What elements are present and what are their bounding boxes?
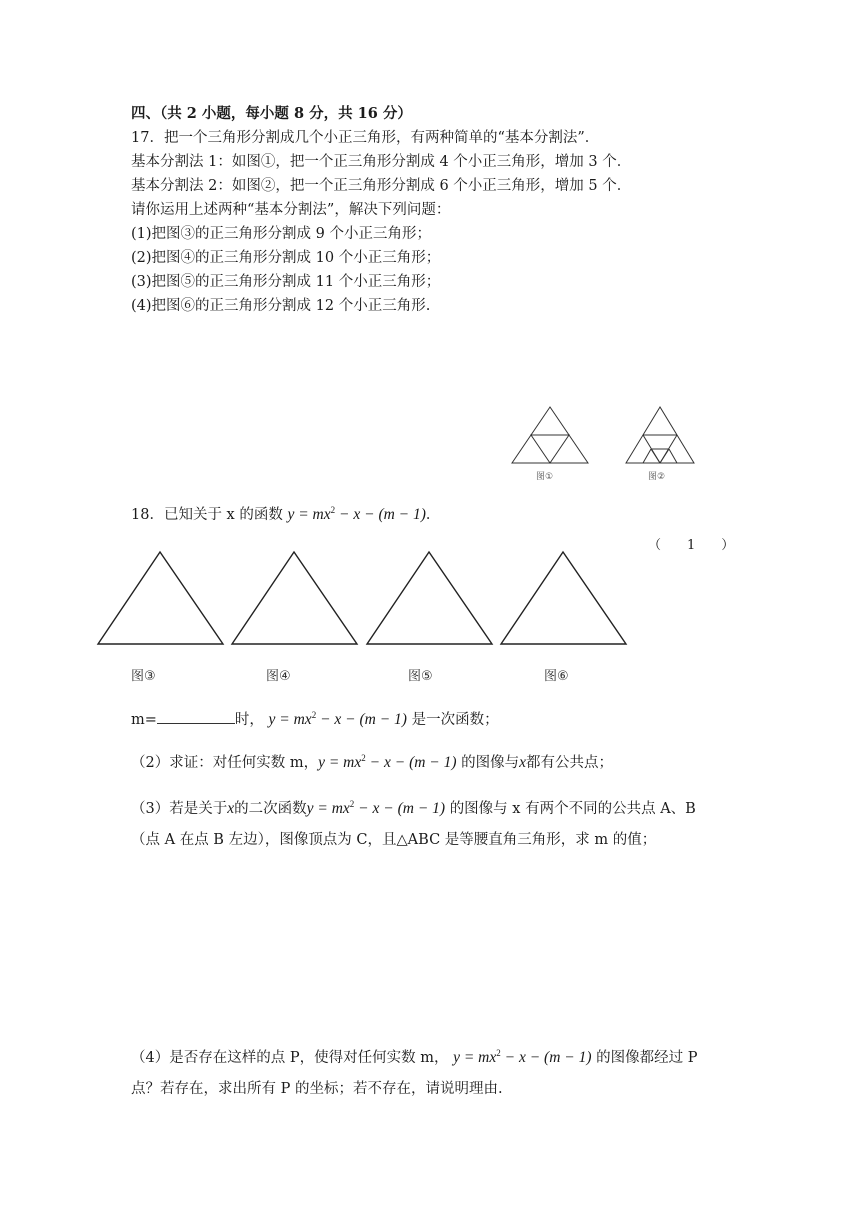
figure-1-triangle-4-split [510, 405, 590, 467]
q18-part3-line2: （点 A 在点 B 左边），图像顶点为 C，且△ABC 是等腰直角三角形，求 m 的值； [131, 832, 657, 848]
figure-5-caption: 图⑤ [408, 668, 433, 683]
figure-3-caption: 图③ [131, 668, 156, 683]
q18-part1-formula: $y = mx^2 - x - (m - 1)$ [268, 710, 407, 729]
q17-item3: (3)把图⑤的正三角形分割成 11 个小正三角形； [131, 274, 441, 290]
q18-part2-formula: $y = mx^2 - x - (m - 1)$ [318, 753, 457, 772]
q18-part4: （4）是否存在这样的点 P，使得对任何实数 m， $y = mx^2 - x - (m - 1)$ 的图像都经过 P [131, 1048, 698, 1067]
q18-intro: 18．已知关于 x 的函数 $y = mx^2 - x - (m - 1)$． [131, 505, 441, 524]
q18-part3-formula: $y = mx^2 - x - (m - 1)$ [306, 799, 446, 818]
q18-part4-line2: 点？若存在，求出所有 P 的坐标；若不存在，请说明理由. [131, 1081, 503, 1097]
q18-formula: $y = mx^2 - x - (m - 1)$ [287, 505, 426, 524]
q17-item4: (4)把图⑥的正三角形分割成 12 个小正三角形. [131, 298, 431, 314]
q18-part2: （2）求证：对任何实数 m，$y = mx^2 - x - (m - 1)$ 的图像与x都有公共点； [131, 753, 614, 772]
q18-intro-text: 18．已知关于 x 的函数 [131, 507, 283, 524]
figure-4-triangle [230, 549, 360, 647]
figure-4-caption: 图④ [266, 668, 291, 683]
q18-part3: （3）若是关于x的二次函数$y = mx^2 - x - (m - 1)$ 的图像与 x 有两个不同的公共点 A、B [131, 799, 696, 818]
figure-3-triangle [96, 549, 226, 647]
q17-item1: (1)把图③的正三角形分割成 9 个小正三角形； [131, 226, 431, 242]
section-heading: 四、（共 2 小题，每小题 8 分，共 16 分） [131, 105, 412, 122]
figure-2-triangle-6-split [624, 405, 696, 467]
q17-item2: (2)把图④的正三角形分割成 10 个小正三角形； [131, 250, 441, 266]
figure-6-caption: 图⑥ [544, 668, 569, 683]
q18-part1: m= 时， $y = mx^2 - x - (m - 1)$ 是一次函数； [131, 710, 499, 729]
figure-5-triangle [365, 549, 495, 647]
figure-2-caption: 图② [648, 471, 666, 481]
q18-part4-formula: $y = mx^2 - x - (m - 1)$ [453, 1048, 592, 1067]
figure-1-caption: 图① [536, 471, 554, 481]
answer-blank[interactable] [157, 709, 235, 724]
q17-line2: 基本分割法 1：如图①，把一个正三角形分割成 4 个小正三角形，增加 3 个． [131, 154, 632, 170]
q17-line1: 17．把一个三角形分割成几个小正三角形，有两种简单的“基本分割法”． [131, 130, 600, 146]
figure-6-triangle [499, 549, 629, 647]
q18-part1-label: （ 1 ） [648, 538, 735, 553]
q17-line4: 请你运用上述两种“基本分割法”，解决下列问题： [131, 202, 451, 218]
q17-line3: 基本分割法 2：如图②，把一个正三角形分割成 6 个小正三角形，增加 5 个． [131, 178, 632, 194]
